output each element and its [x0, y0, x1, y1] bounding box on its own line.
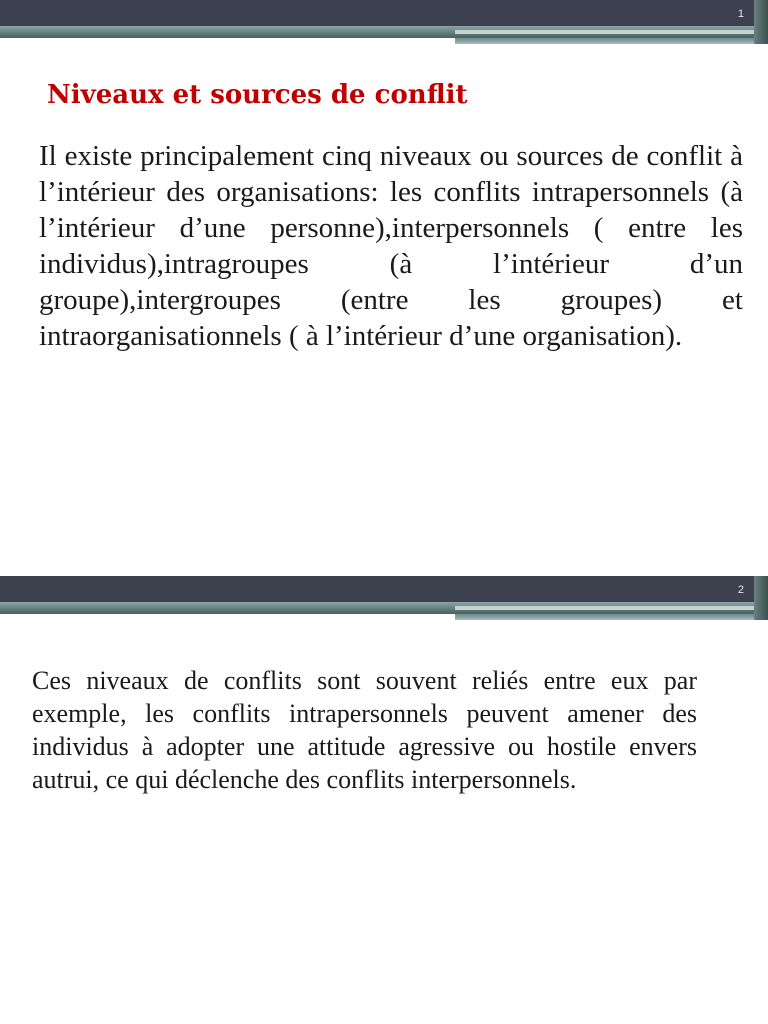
slide-corner-notch — [754, 576, 768, 620]
slide-body-text: Ces niveaux de conflits sont souvent reliés entre eux par exemple, les conflits intrapersonnels peuvent amener des individus à adopter une attitude agressive ou hostile envers autrui, ce qui déclenche des conflits interpersonnels. — [32, 666, 697, 794]
slide-body-text: Il existe principalement cinq niveaux ou sources de conflit à l’intérieur des organisations: les conflits intrapersonnels (à l’intérieur d’une personne),interpersonnels ( entre les individus),intragroupes (à l’intérieur d’un groupe),intergroupes (entre les groupes) et intraorganisationnels ( à l’intérieur d’une organisation). — [39, 140, 743, 352]
slide-corner-notch — [754, 0, 768, 44]
slide-accent-tab — [455, 38, 768, 44]
slide-accent-highlight — [455, 30, 768, 34]
slide-accent-highlight — [455, 606, 768, 610]
slide-title: Niveaux et sources de conflit — [47, 80, 468, 110]
slide-number: 1 — [737, 8, 744, 20]
slide-2 — [0, 576, 768, 1024]
slide-header-bar — [0, 576, 768, 602]
slide-header-bar — [0, 0, 768, 26]
slide-accent-tab — [455, 614, 768, 620]
slide-number: 2 — [737, 584, 744, 596]
